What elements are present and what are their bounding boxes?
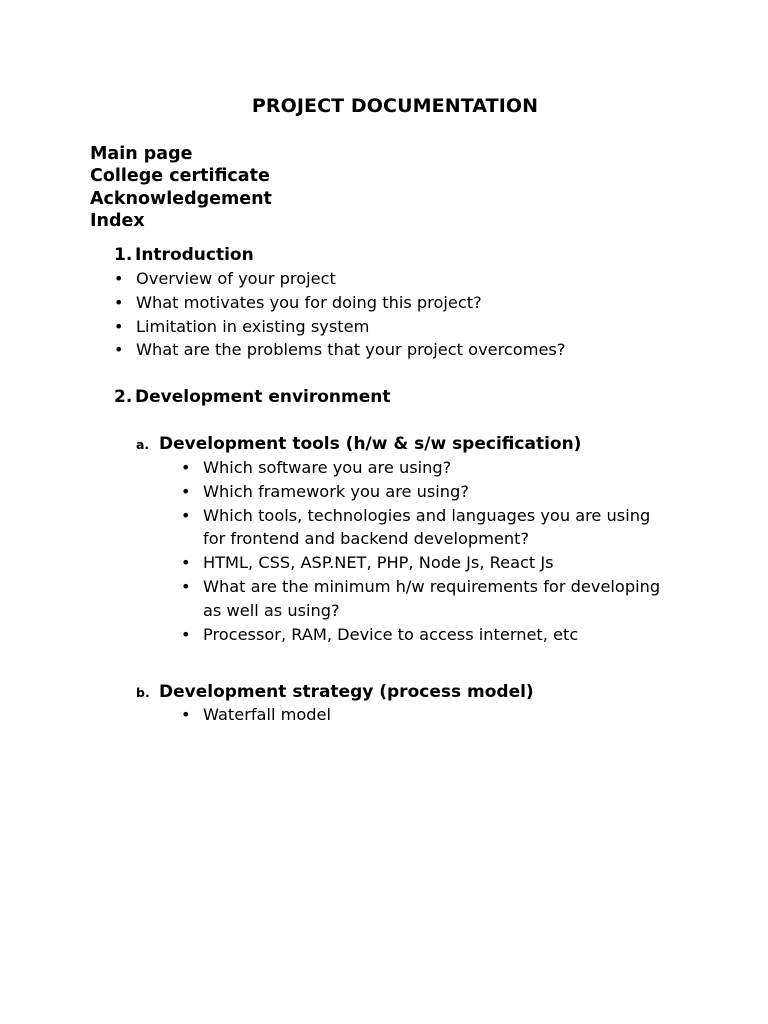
list-item xyxy=(114,338,674,362)
list-item-text: Which software you are using? xyxy=(203,458,452,477)
front-matter-item-index: Index xyxy=(90,210,145,231)
list-item xyxy=(114,315,674,339)
list-item-text: What are the minimum h/w requirements for developing as well as using? xyxy=(203,576,661,620)
subsection-letter: b. xyxy=(136,685,150,700)
introduction-bullet-list xyxy=(114,267,674,362)
front-matter-item-college-certificate: College certificate xyxy=(90,166,270,187)
list-item xyxy=(114,267,674,291)
front-matter-list xyxy=(90,143,272,232)
page-title: PROJECT DOCUMENTATION xyxy=(251,95,539,117)
subsection-title: Development tools (h/w & s/w specification) xyxy=(159,434,582,454)
subsection-heading-development-strategy xyxy=(136,680,534,705)
list-item-text: Processor, RAM, Device to access internet, etc xyxy=(203,624,579,644)
section-heading-introduction xyxy=(114,243,254,267)
front-matter-item-main-page: Main page xyxy=(90,144,193,164)
section-number: 1. xyxy=(114,245,133,265)
bullet-icon: • xyxy=(114,269,124,288)
section-title: Introduction xyxy=(135,245,254,265)
bullet-icon: • xyxy=(181,624,191,644)
bullet-icon: • xyxy=(181,705,191,724)
list-item-text: What are the problems that your project overcomes? xyxy=(136,340,566,360)
bullet-icon: • xyxy=(114,316,124,336)
list-item xyxy=(181,551,661,575)
subsection-letter: a. xyxy=(136,437,150,452)
bullet-icon: • xyxy=(181,576,191,596)
bullet-icon: • xyxy=(114,292,124,312)
list-item xyxy=(114,291,674,315)
list-item xyxy=(181,456,661,480)
bullet-icon: • xyxy=(181,553,191,573)
subsection-title: Development strategy (process model) xyxy=(159,682,534,702)
list-item xyxy=(181,480,661,504)
list-item-text: HTML, CSS, ASP.NET, PHP, Node Js, React Js xyxy=(203,553,554,573)
development-strategy-bullet-list xyxy=(181,703,661,727)
list-item xyxy=(181,703,661,727)
bullet-icon: • xyxy=(181,481,191,501)
list-item xyxy=(181,575,661,623)
list-item-text: Limitation in existing system xyxy=(136,316,370,336)
list-item-text: Which framework you are using? xyxy=(203,481,469,501)
section-heading-development-environment xyxy=(114,385,391,409)
list-item xyxy=(181,623,661,647)
list-item-text: Which tools, technologies and languages you are using for frontend and backend development? xyxy=(203,505,651,549)
subsection-heading-development-tools xyxy=(136,432,581,457)
list-item-text: Overview of your project xyxy=(136,269,336,288)
bullet-icon: • xyxy=(181,458,191,477)
list-item xyxy=(181,504,661,552)
bullet-icon: • xyxy=(114,340,124,360)
section-number: 2. xyxy=(114,387,133,407)
bullet-icon: • xyxy=(181,505,191,525)
list-item-text: Waterfall model xyxy=(203,705,332,724)
section-title: Development environment xyxy=(135,387,391,407)
list-item-text: What motivates you for doing this project? xyxy=(136,292,482,312)
front-matter-item-acknowledgement: Acknowledgement xyxy=(90,188,272,209)
development-tools-bullet-list xyxy=(181,456,661,646)
